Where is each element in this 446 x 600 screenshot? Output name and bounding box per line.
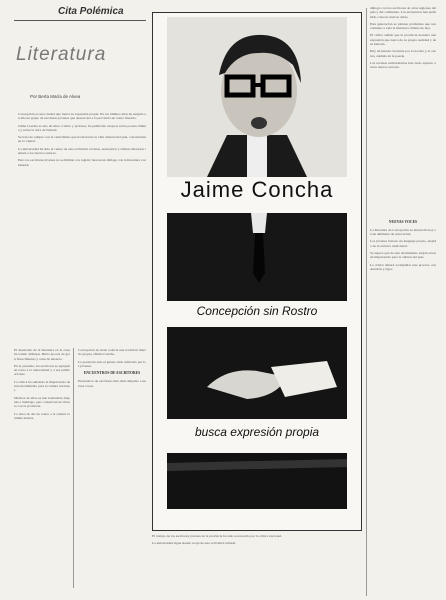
hands-illustration [167, 327, 347, 419]
article-column-right [370, 6, 436, 596]
paragraph: Jaime Concha es uno de ellos. Crítico y profesor, ha publicado ensayos sobre poesía chilena y sobre la obra de Neruda. [18, 123, 146, 132]
paragraph: El desarrollo de la literatura en la zona ha tenido altibajos. Hubo épocas de gran florecimiento y otras de silencio. [14, 348, 70, 361]
section-label: Cita Polémica [58, 6, 124, 17]
article-column-middle [78, 348, 146, 592]
article-intro-column [18, 112, 146, 340]
paragraph: Muchos de ellos se han trasladado después a Santiago, pero conservan su vínculo con la provincia. [14, 395, 70, 409]
paragraph: Concepción no tiene todavía una tradición literaria propia, afirma Concha. [78, 348, 146, 357]
paragraph: En el presente, los escritores se agrupan en torno a la universidad y a sus publicaciones. [14, 363, 70, 377]
paragraph: Se espera que de este movimiento surjan obras de importancia para la cultura del país. [370, 251, 436, 260]
section-rule [14, 20, 146, 21]
paragraph: Se trata de romper con el centralismo que ha marcado la vida cultural del país, concentrada en la capital. [18, 135, 146, 144]
column-divider [366, 8, 367, 596]
paragraph: Hay un interés creciente por la novela y el cuento, además de la poesía. [370, 49, 436, 58]
byline: Por Berta María de Alvea [30, 94, 81, 99]
paragraph: La literatura de Concepción se desarrolla hoy en un ambiente de renovación. [370, 227, 436, 237]
paragraph: La universidad ha sido el centro de esta actividad: revistas, encuentros y talleres literarios reúnen a los nuevos autores. [18, 146, 146, 156]
column-subheading: ENCUENTROS DE ESCRITORES [83, 371, 141, 376]
paragraph: La poesía ha sido el género más cultivado por los jóvenes. [78, 359, 146, 368]
column-subheading: NUEVAS VOCES [388, 219, 418, 224]
bottom-illustration [167, 453, 347, 509]
photo-torso [167, 213, 347, 301]
column-divider [73, 348, 74, 588]
portrait-photo [167, 17, 347, 177]
paragraph: La tarea de dar un rostro a la ciudad continúa abierta. [14, 411, 70, 420]
portrait-illustration [167, 17, 347, 177]
feature-box [152, 12, 362, 531]
paragraph: La crítica ha señalado la importancia de este movimiento para la cultura nacional. [14, 379, 70, 393]
photo-hands [167, 327, 347, 419]
paragraph: La crítica deberá acompañar este proceso con atención y rigor. [370, 262, 436, 271]
paragraph: La universidad sigue siendo el eje de esta actividad cultural. [152, 541, 237, 546]
paragraph: Esta generación se plantea problemas que son comunes a toda la literatura chilena de hoy. [370, 21, 436, 31]
paragraph: Los jóvenes buscan un lenguaje propio, alejado de la retórica tradicional. [370, 239, 436, 248]
section-title: Literatura [16, 44, 107, 65]
paragraph: El trabajo de los escritores jóvenes de la provincia ha sido reconocido por la crítica nacional. [152, 534, 282, 538]
paragraph: Las revistas universitarias han dado espacio a estos nuevos autores. [370, 60, 436, 70]
paragraph: El crítico señala que la provincia necesita una expresión que nazca de su propia realidad y de su historia. [370, 33, 436, 47]
paragraph: diálogo con los escritores de otras regiones del país y del continente. Los encuentros han permitido conocer nuevas obras. [370, 6, 436, 19]
feature-subhead-2: busca expresión propia [194, 425, 320, 439]
paragraph: Encuentros de escritores han dado impulso a nuevas voces. [78, 379, 146, 388]
article-column-feature-bottom [152, 534, 360, 594]
paragraph: Concepción es una ciudad que busca su expresión propia. En los últimos años ha surgido en ella un grupo de escritores jóvenes que desean dar a la provincia un rostro literario. [18, 112, 146, 121]
feature-headline: Jaime Concha [180, 177, 334, 202]
paragraph: Pero los escritores jóvenes no se limitan a la región; buscan un diálogo con la literatura continental. [18, 158, 146, 167]
article-column-left [14, 348, 70, 592]
photo-bottom [167, 453, 347, 509]
torso-illustration [167, 213, 347, 301]
feature-subhead-1: Concepción sin Rostro [196, 304, 318, 318]
